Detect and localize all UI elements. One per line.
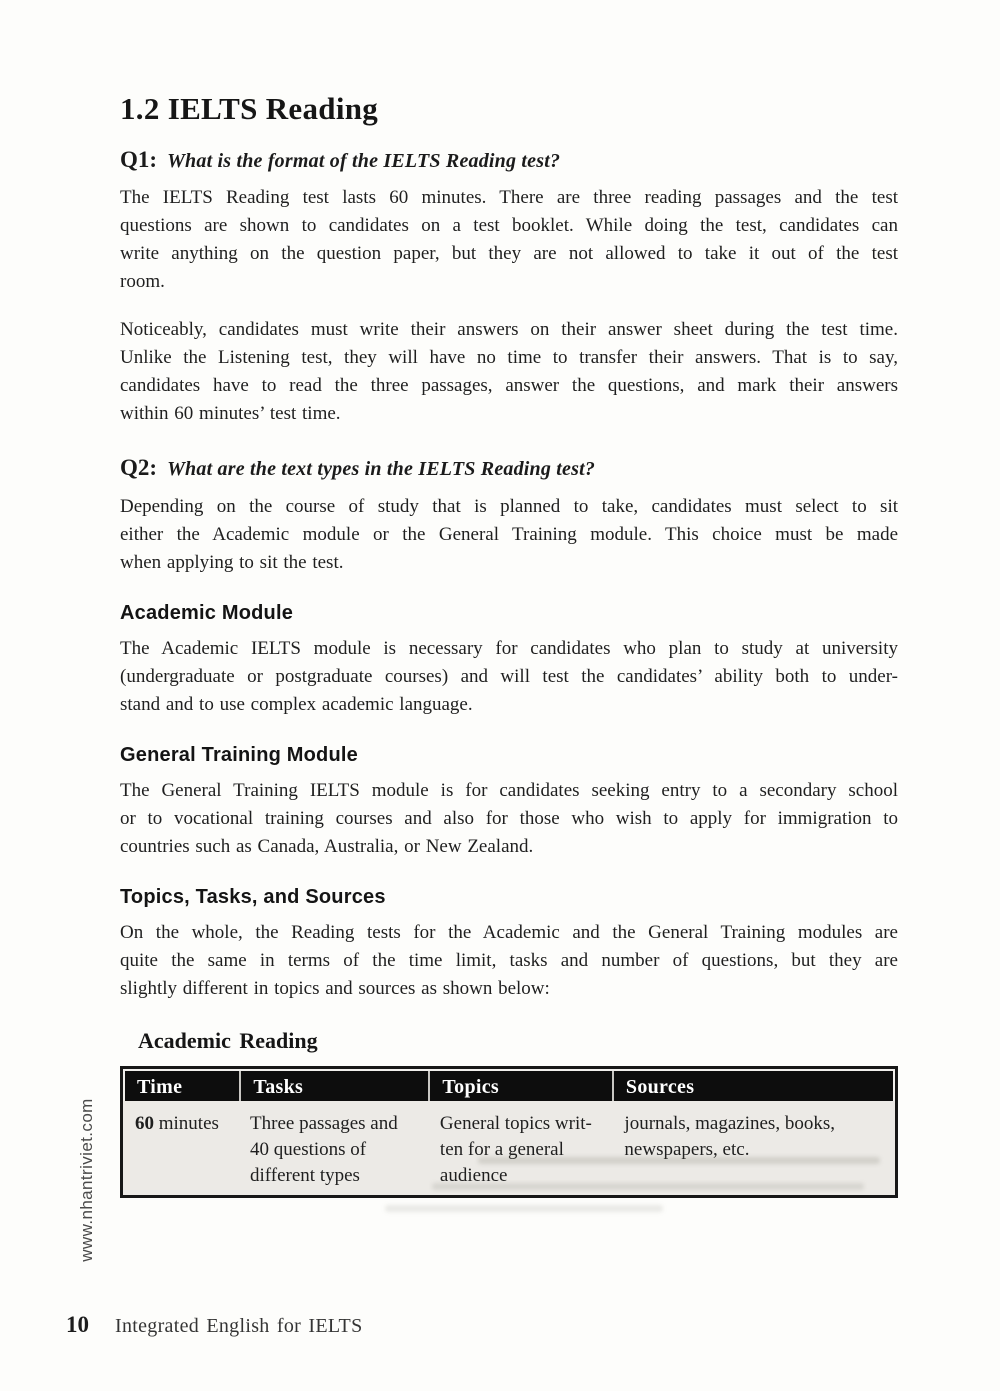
section-title: 1.2 IELTS Reading [120,91,379,126]
table-header-sources: Sources [612,1071,893,1101]
page-footer [66,1312,363,1338]
paragraph-topics-tasks-sources: On the whole, the Reading tests for the Academic and the General Training modules are quite the same in terms of the time limit, tasks and number of questions, but they are slightly different in topics and sources as shown below: [120,922,898,999]
table-body-row [123,1101,895,1195]
table-cell-tasks: Three passages and 40 questions of different types [250,1113,398,1186]
question-1-label: Q1: [120,147,158,172]
subheading-topics-tasks-sources: Topics, Tasks, and Sources [120,886,386,908]
table-cell-topics: General topics writ- ten for a general audience [439,1113,592,1186]
question-2-label: Q2: [120,455,158,480]
page-number: 10 [66,1312,89,1337]
publisher-watermark: www.nhantriviet.com [77,1098,96,1262]
paragraph-q2-answer: Depending on the course of study that is planned to take, candidates must select to sit either the Academic module or the General Training module. This choice must be made when applying to sit the test. [120,496,898,573]
print-bleed-artifact [385,1205,663,1212]
question-2-line [120,453,898,484]
book-title: Integrated English for IELTS [115,1315,363,1337]
table-header-time: Time [137,1076,183,1098]
table-cell-sources: journals, magazines, books, newspapers, etc. [624,1113,835,1160]
table-header-topics: Topics [428,1071,612,1101]
academic-reading-table [120,1066,898,1198]
table-header-row [123,1069,895,1101]
table-header-tasks: Tasks [239,1071,428,1101]
time-unit: minutes [154,1113,219,1134]
subheading-general-training-module: General Training Module [120,744,358,766]
paragraph-general-training-module: The General Training IELTS module is for candidates seeking entry to a secondary school or to vocational training courses and also for those who wish to apply for immigration to countries such as Canada, Australia, or New Zealand. [120,780,898,857]
question-1-text: What is the format of the IELTS Reading test? [167,150,561,172]
paragraph-academic-module: The Academic IELTS module is necessary for candidates who plan to study at university (undergraduate or postgraduate courses) and will test the candidates’ ability both to under- stand and to use complex academic language. [120,638,898,715]
question-1-line [120,145,898,176]
paragraph-q1-answer-1: The IELTS Reading test lasts 60 minutes. There are three reading passages and the test questions are shown to candidates on a test booklet. While doing the test, candidates can write anything on the question paper, but they are not allowed to take it out of the test room. [120,187,898,292]
table-cell-time [123,1109,238,1189]
question-2-text: What are the text types in the IELTS Reading test? [167,458,596,480]
page-content [120,0,898,1198]
subheading-academic-module: Academic Module [120,602,294,624]
time-number: 60 [135,1113,154,1134]
paragraph-q1-answer-2: Noticeably, candidates must write their answers on their answer sheet during the test time. Unlike the Listening test, they will have no time to transfer their answers. That is to say, candidates have to read the three passages, answer the questions, and mark their answers within 60 minutes’ test time. [120,319,898,424]
table-title-academic-reading: Academic Reading [138,1028,318,1053]
